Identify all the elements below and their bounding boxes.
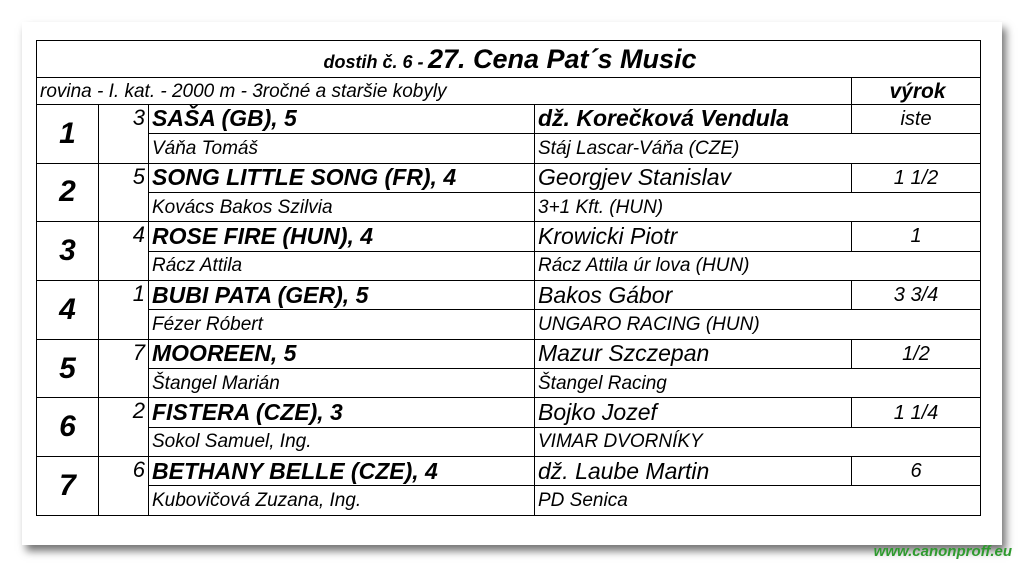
- race-title-cell: [37, 41, 981, 78]
- conditions-row: [37, 78, 981, 104]
- margin-value: 1 1/2: [852, 163, 981, 192]
- start-number: 1: [99, 280, 149, 339]
- finish-place: 6: [37, 398, 99, 457]
- trainer-name: Fézer Róbert: [149, 310, 535, 339]
- start-number: 7: [99, 339, 149, 398]
- horse-name: MOOREEN, 5: [149, 339, 535, 368]
- jockey-name: dž. Korečková Vendula: [535, 104, 852, 133]
- owner-name: Stáj Lascar-Váňa (CZE): [535, 134, 981, 163]
- start-number: 6: [99, 457, 149, 516]
- horse-name: BUBI PATA (GER), 5: [149, 280, 535, 309]
- trainer-name: Sokol Samuel, Ing.: [149, 427, 535, 456]
- finish-place: 5: [37, 339, 99, 398]
- horse-name: ROSE FIRE (HUN), 4: [149, 222, 535, 251]
- horse-name: BETHANY BELLE (CZE), 4: [149, 457, 535, 486]
- owner-name: Štangel Racing: [535, 369, 981, 398]
- trainer-name: Kubovičová Zuzana, Ing.: [149, 486, 535, 516]
- start-number: 2: [99, 398, 149, 457]
- margin-value: 1 1/4: [852, 398, 981, 427]
- entry-row-sub: [37, 427, 981, 456]
- entry-row-main: [37, 398, 981, 427]
- entry-row-main: [37, 457, 981, 486]
- finish-place: 3: [37, 222, 99, 281]
- horse-name: FISTERA (CZE), 3: [149, 398, 535, 427]
- entry-row-main: [37, 163, 981, 192]
- margin-value: 1: [852, 222, 981, 251]
- entry-row-main: [37, 339, 981, 368]
- owner-name: PD Senica: [535, 486, 981, 516]
- owner-name: VIMAR DVORNÍKY: [535, 427, 981, 456]
- race-title: 27. Cena Pat´s Music: [427, 43, 697, 74]
- entry-row-main: [37, 280, 981, 309]
- entry-row-sub: [37, 310, 981, 339]
- owner-name: 3+1 Kft. (HUN): [535, 192, 981, 221]
- horse-name: SONG LITTLE SONG (FR), 4: [149, 163, 535, 192]
- finish-place: 7: [37, 457, 99, 516]
- trainer-name: Váňa Tomáš: [149, 134, 535, 163]
- finish-place: 4: [37, 280, 99, 339]
- jockey-name: Georgjev Stanislav: [535, 163, 852, 192]
- margin-value: iste: [852, 104, 981, 133]
- entry-row-sub: [37, 486, 981, 516]
- jockey-name: Bakos Gábor: [535, 280, 852, 309]
- jockey-name: Krowicki Piotr: [535, 222, 852, 251]
- start-number: 5: [99, 163, 149, 222]
- watermark: www.canonproff.eu: [873, 543, 1012, 560]
- race-number: dostih č. 6 -: [323, 51, 424, 72]
- owner-name: UNGARO RACING (HUN): [535, 310, 981, 339]
- race-conditions: rovina - I. kat. - 2000 m - 3ročné a staršie kobyly: [37, 78, 852, 104]
- trainer-name: Kovács Bakos Szilvia: [149, 192, 535, 221]
- entry-row-sub: [37, 134, 981, 163]
- entry-row-sub: [37, 192, 981, 221]
- margin-column-header: výrok: [852, 78, 981, 104]
- start-number: 3: [99, 104, 149, 163]
- entry-row-main: [37, 104, 981, 133]
- jockey-name: Bojko Jozef: [535, 398, 852, 427]
- margin-value: 1/2: [852, 339, 981, 368]
- margin-value: 3 3/4: [852, 280, 981, 309]
- jockey-name: dž. Laube Martin: [535, 457, 852, 486]
- entry-row-sub: [37, 369, 981, 398]
- owner-name: Rácz Attila úr lova (HUN): [535, 251, 981, 280]
- trainer-name: Rácz Attila: [149, 251, 535, 280]
- title-row: [37, 41, 981, 78]
- horse-name: SAŠA (GB), 5: [149, 104, 535, 133]
- trainer-name: Štangel Marián: [149, 369, 535, 398]
- entry-row-sub: [37, 251, 981, 280]
- race-results-table: [36, 40, 981, 516]
- finish-place: 1: [37, 104, 99, 163]
- jockey-name: Mazur Szczepan: [535, 339, 852, 368]
- finish-place: 2: [37, 163, 99, 222]
- entry-row-main: [37, 222, 981, 251]
- start-number: 4: [99, 222, 149, 281]
- margin-value: 6: [852, 457, 981, 486]
